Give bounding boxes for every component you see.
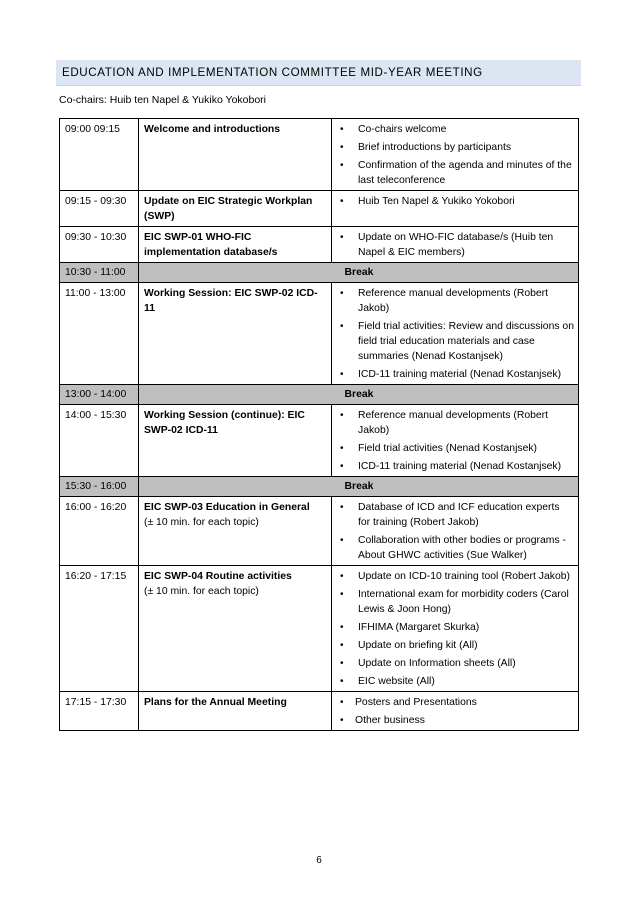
list-item xyxy=(337,194,574,209)
bullet-icon: • xyxy=(340,622,344,633)
agenda-break-row xyxy=(60,385,579,405)
bullet-icon: • xyxy=(340,288,344,299)
session-topic-cell xyxy=(139,405,332,477)
list-item xyxy=(337,230,574,260)
break-time: 13:00 - 14:00 xyxy=(60,385,139,405)
session-details-list xyxy=(337,500,574,563)
session-subtopic: (± 10 min. for each topic) xyxy=(144,517,259,528)
session-topic: EIC SWP-04 Routine activities xyxy=(144,571,292,582)
detail-text: Update on ICD-10 training tool (Robert Jakob) xyxy=(358,571,570,582)
bullet-icon: • xyxy=(340,160,344,171)
detail-text: ICD-11 training material (Nenad Kostanjsek) xyxy=(358,369,562,380)
session-time: 14:00 - 15:30 xyxy=(60,405,139,477)
bullet-icon: • xyxy=(340,535,344,546)
list-item xyxy=(337,367,574,382)
list-item xyxy=(337,459,574,474)
session-details-cell xyxy=(332,692,579,731)
session-details-list xyxy=(337,695,574,728)
session-topic-cell xyxy=(139,566,332,692)
bullet-icon: • xyxy=(340,571,344,582)
session-topic-cell xyxy=(139,497,332,566)
agenda-row xyxy=(60,191,579,227)
agenda-row xyxy=(60,119,579,191)
session-details-list xyxy=(337,230,574,260)
session-details-cell xyxy=(332,283,579,385)
session-details-cell xyxy=(332,566,579,692)
session-details-cell xyxy=(332,191,579,227)
session-details-cell xyxy=(332,227,579,263)
bullet-icon: • xyxy=(340,502,344,513)
agenda-row xyxy=(60,566,579,692)
bullet-icon: • xyxy=(340,321,344,332)
break-time: 15:30 - 16:00 xyxy=(60,477,139,497)
detail-text: Update on Information sheets (All) xyxy=(358,658,516,669)
detail-text: Update on WHO-FIC database/s (Huib ten Napel & EIC members) xyxy=(358,232,554,258)
session-details-list xyxy=(337,286,574,382)
list-item xyxy=(337,713,574,728)
session-details-cell xyxy=(332,405,579,477)
detail-text: International exam for morbidity coders (Carol Lewis & Joon Hong) xyxy=(358,589,569,615)
session-details-list xyxy=(337,194,574,209)
bullet-icon: • xyxy=(340,410,344,421)
bullet-icon: • xyxy=(340,697,344,708)
session-time: 11:00 - 13:00 xyxy=(60,283,139,385)
bullet-icon: • xyxy=(340,124,344,135)
session-details-list xyxy=(337,122,574,188)
break-label: Break xyxy=(139,477,579,497)
list-item xyxy=(337,569,574,584)
session-subtopic: (± 10 min. for each topic) xyxy=(144,586,259,597)
session-topic: Working Session: EIC SWP-02 ICD-11 xyxy=(144,288,318,314)
session-details-list xyxy=(337,569,574,689)
session-time: 09:15 - 09:30 xyxy=(60,191,139,227)
list-item xyxy=(337,656,574,671)
detail-text: Confirmation of the agenda and minutes of the last teleconference xyxy=(358,160,572,186)
agenda-row xyxy=(60,283,579,385)
cochairs-line: Co-chairs: Huib ten Napel & Yukiko Yokobori xyxy=(59,94,267,106)
bullet-icon: • xyxy=(340,443,344,454)
session-topic: Welcome and introductions xyxy=(144,124,281,135)
bullet-icon: • xyxy=(340,369,344,380)
agenda-row xyxy=(60,692,579,731)
detail-text: IFHIMA (Margaret Skurka) xyxy=(358,622,480,633)
list-item xyxy=(337,140,574,155)
detail-text: Posters and Presentations xyxy=(355,697,477,708)
list-item xyxy=(337,695,574,710)
detail-text: ICD-11 training material (Nenad Kostanjsek) xyxy=(358,461,562,472)
session-time: 09:30 - 10:30 xyxy=(60,227,139,263)
agenda-break-row xyxy=(60,477,579,497)
detail-text: Reference manual developments (Robert Jakob) xyxy=(358,288,549,314)
list-item xyxy=(337,441,574,456)
agenda-row xyxy=(60,227,579,263)
bullet-icon: • xyxy=(340,232,344,243)
agenda-row xyxy=(60,497,579,566)
bullet-icon: • xyxy=(340,715,344,726)
break-label: Break xyxy=(139,385,579,405)
list-item xyxy=(337,533,574,563)
detail-text: Collaboration with other bodies or programs -About GHWC activities (Sue Walker) xyxy=(358,535,566,561)
detail-text: EIC website (All) xyxy=(358,676,435,687)
session-topic-cell xyxy=(139,692,332,731)
bullet-icon: • xyxy=(340,640,344,651)
session-time: 17:15 - 17:30 xyxy=(60,692,139,731)
agenda-table xyxy=(59,118,579,731)
break-label: Break xyxy=(139,263,579,283)
session-topic: Working Session (continue): EIC SWP-02 ICD-11 xyxy=(144,410,305,436)
session-topic-cell xyxy=(139,283,332,385)
bullet-icon: • xyxy=(340,196,344,207)
list-item xyxy=(337,122,574,137)
bullet-icon: • xyxy=(340,142,344,153)
session-details-cell xyxy=(332,497,579,566)
list-item xyxy=(337,286,574,316)
detail-text: Reference manual developments (Robert Jakob) xyxy=(358,410,549,436)
bullet-icon: • xyxy=(340,676,344,687)
list-item xyxy=(337,500,574,530)
list-item xyxy=(337,638,574,653)
detail-text: Huib Ten Napel & Yukiko Yokobori xyxy=(358,196,515,207)
agenda-body xyxy=(60,119,579,731)
session-topic: EIC SWP-03 Education in General xyxy=(144,502,310,513)
agenda-row xyxy=(60,405,579,477)
session-topic-cell xyxy=(139,227,332,263)
list-item xyxy=(337,408,574,438)
session-topic-cell xyxy=(139,191,332,227)
detail-text: Co-chairs welcome xyxy=(358,124,447,135)
page-number: 6 xyxy=(316,855,322,866)
list-item xyxy=(337,620,574,635)
session-time: 09:00 09:15 xyxy=(60,119,139,191)
list-item xyxy=(337,674,574,689)
session-time: 16:20 - 17:15 xyxy=(60,566,139,692)
detail-text: Brief introductions by participants xyxy=(358,142,512,153)
detail-text: Field trial activities: Review and discussions on field trial education materials and case summaries (Nenad Kostanjsek) xyxy=(358,321,574,362)
detail-text: Database of ICD and ICF education experts for training (Robert Jakob) xyxy=(358,502,560,528)
session-topic: Plans for the Annual Meeting xyxy=(144,697,287,708)
agenda-break-row xyxy=(60,263,579,283)
session-time: 16:00 - 16:20 xyxy=(60,497,139,566)
session-details-list xyxy=(337,408,574,474)
session-details-cell xyxy=(332,119,579,191)
break-time: 10:30 - 11:00 xyxy=(60,263,139,283)
bullet-icon: • xyxy=(340,589,344,600)
list-item xyxy=(337,319,574,364)
detail-text: Update on briefing kit (All) xyxy=(358,640,478,651)
detail-text: Field trial activities (Nenad Kostanjsek) xyxy=(358,443,538,454)
session-topic: EIC SWP-01 WHO-FIC implementation database/s xyxy=(144,232,278,258)
session-topic: Update on EIC Strategic Workplan (SWP) xyxy=(144,196,313,222)
session-topic-cell xyxy=(139,119,332,191)
list-item xyxy=(337,158,574,188)
bullet-icon: • xyxy=(340,658,344,669)
bullet-icon: • xyxy=(340,461,344,472)
page-title: EDUCATION AND IMPLEMENTATION COMMITTEE MID-YEAR MEETING xyxy=(56,60,581,86)
detail-text: Other business xyxy=(355,715,425,726)
list-item xyxy=(337,587,574,617)
